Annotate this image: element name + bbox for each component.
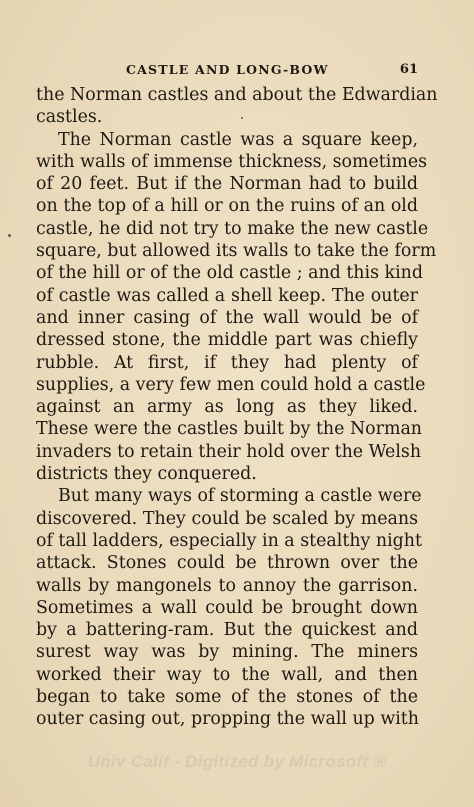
text-line: districts they conquered. [36, 464, 257, 485]
text-line: the Norman castles and about the Edwardian [36, 85, 438, 105]
text-line: But many ways of storming a castle were [58, 486, 422, 507]
text-line: invaders to retain their hold over the Welsh [36, 441, 422, 462]
text-line: dressed stone, the middle part was chiefly [36, 330, 418, 351]
text-line: Sometimes a wall could be brought down [36, 597, 418, 618]
text-line: with walls of immense thickness, sometimes [36, 151, 428, 172]
text-line: walls by mangonels to annoy the garrison. [36, 575, 418, 596]
text-line: surest way was by mining. The miners [36, 642, 418, 663]
text-line: worked their way to the wall, and then [36, 664, 418, 685]
text-line: castle, he did not try to make the new castle [36, 218, 429, 239]
running-title: CASTLE AND LONG-BOW [126, 62, 329, 77]
text-line: square, but allowed its walls to take the form [36, 241, 437, 262]
page-number: 61 [399, 62, 418, 77]
text-line: of the hill or of the old castle ; and this kind [36, 263, 423, 284]
text-line: and inner casing of the wall would be of [36, 307, 418, 328]
text-line: outer casing out, propping the wall up with [36, 709, 419, 730]
body-text [36, 84, 438, 731]
text-line: against an army as long as they liked. [36, 397, 418, 418]
text-line: discovered. They could be scaled by means [36, 508, 418, 529]
text-line: supplies, a very few men could hold a castle [36, 374, 426, 395]
text-line: attack. Stones could be thrown over the [36, 553, 418, 574]
text-line: began to take some of the stones of the [36, 687, 418, 708]
text-line: These were the castles built by the Norman [36, 419, 423, 440]
paper-speck [8, 234, 11, 237]
text-line: on the top of a hill or on the ruins of an old [36, 196, 418, 217]
text-line: rubble. At first, if they had plenty of [36, 352, 418, 373]
text-line: of tall ladders, especially in a stealthy night [36, 530, 422, 551]
digitization-watermark: Univ Calif - Digitized by Microsoft ® [87, 752, 387, 771]
text-line: by a battering-ram. But the quickest and [36, 620, 418, 641]
text-line: The Norman castle was a square keep, [58, 129, 418, 150]
paper-speck [241, 117, 243, 119]
text-line: of 20 feet. But if the Norman had to build [36, 174, 418, 195]
text-line: castles. [36, 107, 103, 128]
running-head [36, 58, 418, 80]
text-line: of castle was called a shell keep. The outer [36, 285, 418, 306]
